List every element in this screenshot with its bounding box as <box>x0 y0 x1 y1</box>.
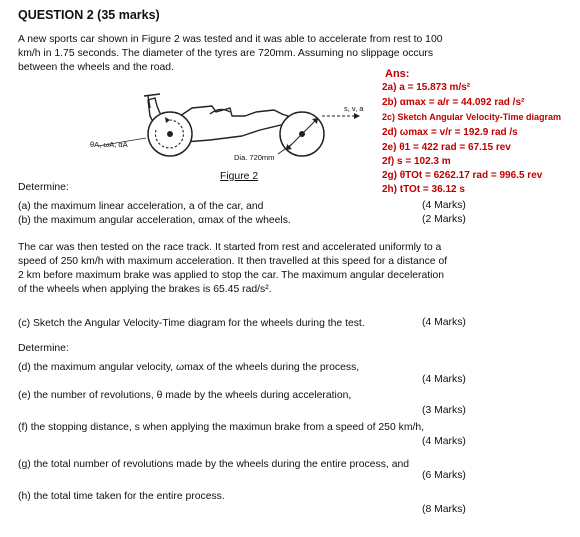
question-g-marks: (6 Marks) <box>422 470 466 481</box>
answer-2a: 2a) a = 15.873 m/s² <box>382 82 471 93</box>
answer-2d: 2d) ωmax = v/r = 192.9 rad /s <box>382 127 518 138</box>
sports-car-figure <box>20 86 370 186</box>
intro-line-1: A new sports car shown in Figure 2 was tested and it was able to accelerate from rest to 100 <box>18 34 443 45</box>
answer-2h: 2h) tTOt = 36.12 s <box>382 184 465 195</box>
question-d: (d) the maximum angular velocity, ωmax of the wheels during the process, <box>18 362 360 373</box>
question-a: (a) the maximum linear acceleration, a of the car, and <box>18 201 264 212</box>
figure-caption: Figure 2 <box>220 171 259 182</box>
race-line-2: speed of 250 km/h with maximum acceleration. It then travelled at this speed for a distance of <box>18 256 448 267</box>
answer-2b: 2b) αmax = a/r = 44.092 rad /s² <box>382 97 525 108</box>
question-h: (h) the total time taken for the entire process. <box>18 491 225 502</box>
answer-2f: 2f) s = 102.3 m <box>382 156 451 167</box>
intro-line-3: between the wheels and the road. <box>18 62 174 73</box>
question-b: (b) the maximum angular acceleration, αmax of the wheels. <box>18 215 291 226</box>
question-f: (f) the stopping distance, s when applying the maximun brake from a speed of 250 km/h, <box>18 422 425 433</box>
race-paragraph <box>18 241 488 297</box>
determine-heading-1: Determine: <box>18 182 69 193</box>
intro-paragraph <box>18 33 488 75</box>
intro-line-2: km/h in 1.75 seconds. The diameter of the tyres are 720mm. Assuming no slippage occurs <box>18 48 434 59</box>
question-e-marks: (3 Marks) <box>422 405 466 416</box>
question-a-marks: (4 Marks) <box>422 200 466 211</box>
race-line-3: 2 km before maximum brake was applied to stop the car. The maximum angular deceleration <box>18 270 445 281</box>
question-d-marks: (4 Marks) <box>422 374 466 385</box>
question-h-marks: (8 Marks) <box>422 504 466 515</box>
race-line-1: The car was then tested on the race track. It started from rest and accelerated uniformly to a <box>18 242 442 253</box>
angular-label: θA, ωA, αA <box>90 140 128 149</box>
answer-2c: 2c) Sketch Angular Velocity-Time diagram <box>382 112 562 122</box>
question-e: (e) the number of revolutions, θ made by the wheels during acceleration, <box>18 390 352 401</box>
linear-label: s, v, a <box>344 104 364 113</box>
question-c-marks: (4 Marks) <box>422 317 466 328</box>
diameter-label: Dia. 720mm <box>234 153 275 162</box>
race-line-4: of the wheels when applying the brakes is 65.45 rad/s². <box>18 284 272 295</box>
answer-2e: 2e) θ1 = 422 rad = 67.15 rev <box>382 142 511 153</box>
question-title: QUESTION 2 (35 marks) <box>18 8 160 22</box>
answers-heading: Ans: <box>385 68 410 80</box>
cockpit <box>210 109 230 114</box>
question-c: (c) Sketch the Angular Velocity-Time diagram for the wheels during the test. <box>18 318 365 329</box>
question-f-marks: (4 Marks) <box>422 436 466 447</box>
question-g: (g) the total number of revolutions made by the wheels during the entire process, and <box>18 459 410 470</box>
question-b-marks: (2 Marks) <box>422 214 466 225</box>
determine-heading-2: Determine: <box>18 343 69 354</box>
answer-2g: 2g) θTOt = 6262.17 rad = 996.5 rev <box>382 170 543 181</box>
